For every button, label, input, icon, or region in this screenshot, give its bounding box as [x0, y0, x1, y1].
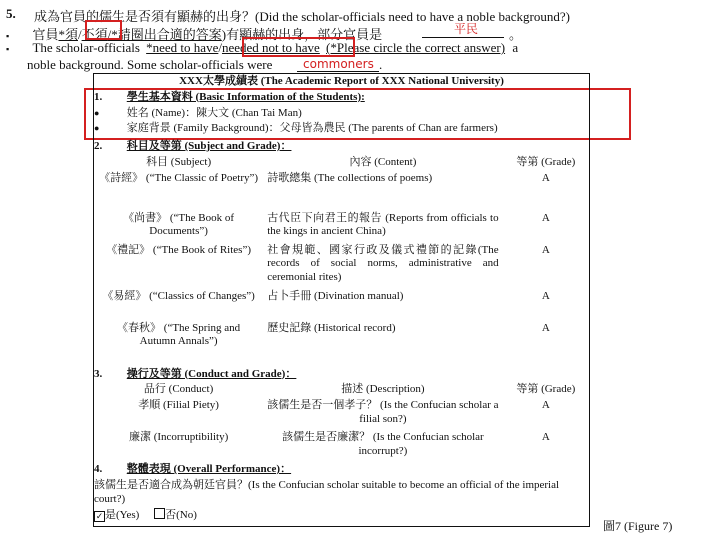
content-cell: 古代臣下向君王的報告 (Reports from officials to the kings in ancient China) — [267, 211, 499, 238]
question-number: 5. — [6, 6, 16, 21]
section1-number: 1. — [94, 90, 103, 103]
list-item — [94, 106, 590, 122]
bullet: ● — [94, 123, 100, 134]
option-need: *須 — [58, 27, 78, 42]
question-line1: 成為官員的儒生是否須有顯赫的出身？(Did the scholar-officials need to have a noble background?) — [34, 9, 570, 24]
section3-title: 操行及等第 (Conduct and Grade)： — [126, 367, 297, 380]
grade-cell: A — [541, 289, 550, 302]
grade-cell: A — [541, 243, 550, 256]
column-header-content: 內容 (Content) — [349, 155, 417, 168]
section4-number: 4. — [94, 463, 103, 475]
bullet: ● — [94, 107, 100, 118]
answer-underline-zh — [422, 37, 504, 38]
answer-underline-en — [297, 71, 379, 72]
content-cell: 歷史記錄 (Historical record) — [267, 321, 396, 334]
yes-no-row — [94, 507, 590, 526]
column-header-grade: 等第 (Grade) — [516, 155, 576, 168]
section4-title: 整體表現 (Overall Performance)： — [126, 463, 292, 475]
section3-number: 3. — [94, 367, 103, 380]
red-circle-not-need — [85, 20, 122, 40]
description-cell: 該儒生是否廉潔？ (Is the Confucian scholar incorrupt?) — [282, 431, 484, 457]
section1-title: 學生基本資料 (Basic Information of the Students): — [126, 90, 365, 103]
conduct-cell: 孝順 (Filial Piety) — [138, 399, 219, 411]
grade-cell: A — [541, 321, 550, 334]
column-header-description: 描述 (Description) — [341, 383, 425, 396]
conduct-header-row — [94, 382, 590, 398]
family-background: 家庭背景 (Family Background)：父母皆為農民 (The parents of Chan are farmers) — [126, 122, 498, 135]
table-row — [94, 430, 590, 462]
grade-cell: A — [541, 399, 550, 411]
content-cell: 詩歌總集 (The collections of poems) — [267, 171, 433, 184]
option-need-not: 不須 — [81, 27, 108, 42]
content-cell: 社會規範、國家行政及儀式禮節的記錄(The records of social norms, administrative and ceremonial rites) — [267, 243, 499, 283]
figure-label: 圖7 (Figure 7) — [603, 519, 673, 533]
table-row — [94, 321, 590, 367]
line2-end: 。 — [509, 27, 523, 42]
option-separator: / — [77, 27, 82, 42]
section2-number: 2. — [94, 140, 103, 152]
column-header-grade: 等第 (Grade) — [516, 383, 576, 396]
option-separator: / — [218, 40, 222, 55]
question-line4 — [27, 57, 272, 73]
line2-prefix: 官員 — [32, 27, 59, 42]
no-checkbox[interactable] — [154, 508, 165, 519]
report-title: XXX太學成績表 (The Academic Report of XXX National University) — [94, 74, 590, 90]
table-row — [94, 171, 590, 211]
section2-title: 科目及等第 (Subject and Grade)： — [126, 140, 292, 152]
option-need-to-have: *need to have — [146, 40, 219, 55]
yes-checkbox[interactable]: ✓ — [95, 511, 104, 522]
conduct-cell: 廉潔 (Incorruptibility) — [128, 431, 229, 443]
line4-text: noble background. Some scholar-officials were — [27, 57, 273, 72]
yes-label: 是(Yes) — [105, 509, 140, 522]
line2-suffix: )有顯赫的出身，部分官員是 — [221, 27, 383, 42]
line4-end: . — [379, 57, 383, 72]
academic-report-table — [93, 73, 590, 527]
section-overall-performance — [94, 462, 590, 478]
subject-cell: 《易經》 (“Classics of Changes”) — [102, 289, 255, 302]
subject-cell: 《尚書》 (“The Book of Documents”) — [123, 211, 235, 238]
section-subject-grade — [94, 137, 590, 155]
section-conduct-grade — [94, 367, 590, 383]
answer-commoners-en: commoners — [303, 57, 374, 71]
line2-instruction: /*請圈出合適的答案 — [107, 27, 222, 42]
table-row — [94, 289, 590, 321]
subject-cell: 《詩經》 (“The Classic of Poetry”) — [99, 171, 259, 184]
subject-header-row — [94, 155, 590, 171]
line3-instruction: (*Please circle the correct answer) — [326, 40, 506, 55]
table-row — [94, 211, 590, 243]
option-needed-not-to-have: needed not to have — [221, 40, 320, 55]
grade-cell: A — [541, 211, 550, 224]
overall-question-row — [94, 478, 590, 508]
bullet: ▪ — [6, 44, 10, 54]
bullet: ▪ — [6, 31, 10, 41]
overall-question: 該儒生是否適合成為朝廷官員？(Is the Confucian scholar suitable to become an official of the imperial court?) — [94, 478, 590, 508]
section-basic-info — [94, 90, 590, 106]
content-cell: 占卜手冊 (Divination manual) — [267, 289, 404, 302]
subject-cell: 《禮記》 (“The Book of Rites”) — [106, 243, 251, 256]
table-row — [94, 398, 590, 430]
answer-commoner-zh: 平民 — [454, 22, 479, 36]
table-row — [94, 243, 590, 289]
no-label: 否(No) — [165, 509, 197, 522]
grade-cell: A — [541, 171, 550, 184]
column-header-subject: 科目 (Subject) — [146, 155, 212, 168]
grade-cell: A — [541, 431, 550, 443]
line3-tail: a — [512, 40, 519, 55]
description-cell: 該儒生是否一個孝子？ (Is the Confucian scholar a filial son?) — [267, 399, 499, 425]
student-name: 姓名 (Name)：陳大文 (Chan Tai Man) — [126, 106, 302, 119]
subject-cell: 《春秋》 (“The Spring and Autumn Annals”) — [117, 321, 241, 348]
list-item — [94, 121, 590, 137]
column-header-conduct: 品行 (Conduct) — [143, 383, 214, 396]
line3-prefix: The scholar-officials — [32, 40, 140, 55]
red-circle-needed-not — [242, 37, 355, 57]
